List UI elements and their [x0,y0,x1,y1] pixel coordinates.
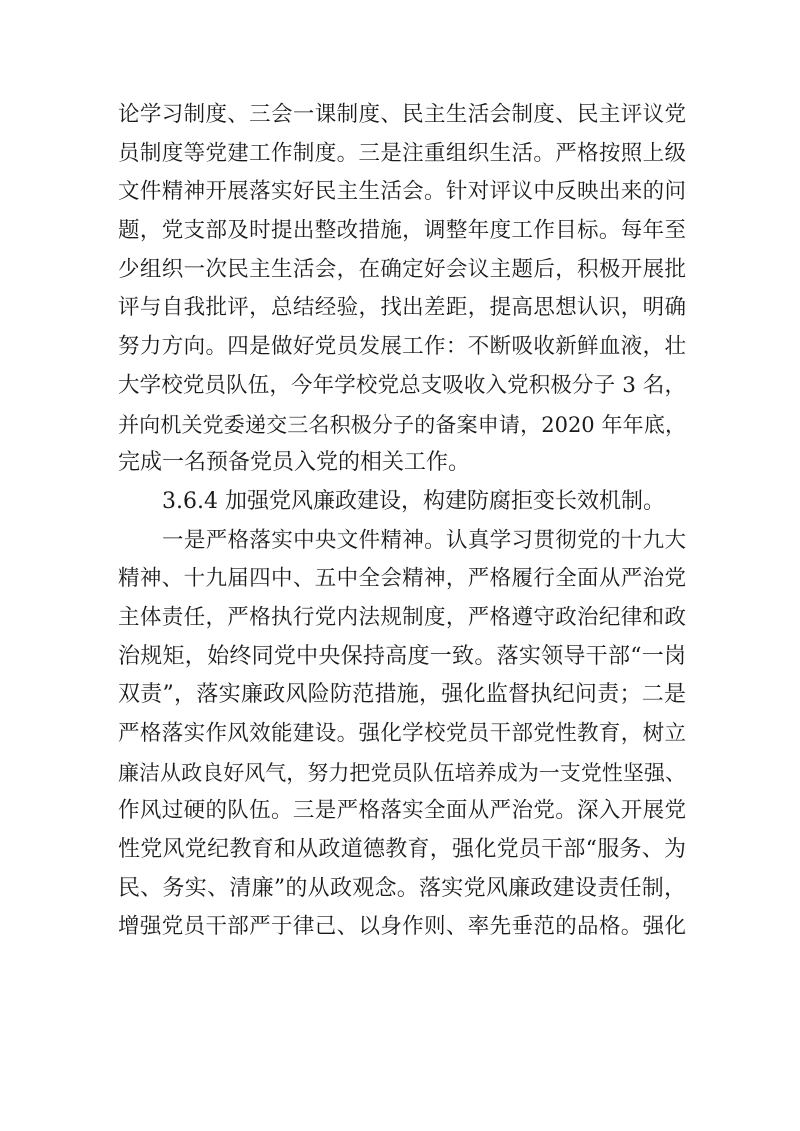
text-line: 廉洁从政良好风气，努力把党员队伍培养成为一支党性坚强、 [118,760,686,785]
text-line: 双责”，落实廉政风险防范措施，强化监督执纪问责；二是 [118,682,686,708]
text-line: 员制度等党建工作制度。三是注重组织生活。严格按照上级 [118,140,686,166]
text-line: 努力方向。四是做好党员发展工作：不断吸收新鲜血液，壮 [118,334,686,360]
text-line: 一是严格落实中央文件精神。认真学习贯彻党的十九大 [162,527,686,553]
text-line: 民、务实、清廉”的从政观念。落实党风廉政建设责任制， [118,875,686,901]
text-line: 治规矩，始终同党中央保持高度一致。落实领导干部“一岗 [118,643,686,669]
text-line: 并向机关党委递交三名积极分子的备案申请，2020 年年底， [118,412,686,437]
text-line: 评与自我批评，总结经验，找出差距，提高思想认识，明确 [118,295,686,321]
text-line: 大学校党员队伍，今年学校党总支吸收入党积极分子 3 名， [118,372,686,398]
text-line: 性党风党纪教育和从政道德教育，强化党员干部“服务、为 [118,837,686,863]
text-line: 主体责任，严格执行党内法规制度，严格遵守政治纪律和政 [118,604,686,630]
body-text [118,96,686,947]
text-line: 完成一名预备党员入党的相关工作。 [118,450,471,476]
section-heading: 3.6.4 加强党风廉政建设，构建防腐拒变长效机制。 [162,488,665,514]
text-line: 少组织一次民主生活会，在确定好会议主题后，积极开展批 [118,256,686,282]
text-line: 作风过硬的队伍。三是严格落实全面从严治党。深入开展党 [118,798,686,824]
text-line: 严格落实作风效能建设。强化学校党员干部党性教育，树立 [118,721,686,746]
text-line: 增强党员干部严于律己、以身作则、率先垂范的品格。强化 [118,914,686,940]
text-line: 文件精神开展落实好民主生活会。针对评议中反映出来的问 [118,179,686,205]
text-line: 精神、十九届四中、五中全会精神，严格履行全面从严治党 [118,566,686,592]
text-line: 题，党支部及时提出整改措施，调整年度工作目标。每年至 [118,218,686,244]
text-line: 论学习制度、三会一课制度、民主生活会制度、民主评议党 [118,102,686,127]
